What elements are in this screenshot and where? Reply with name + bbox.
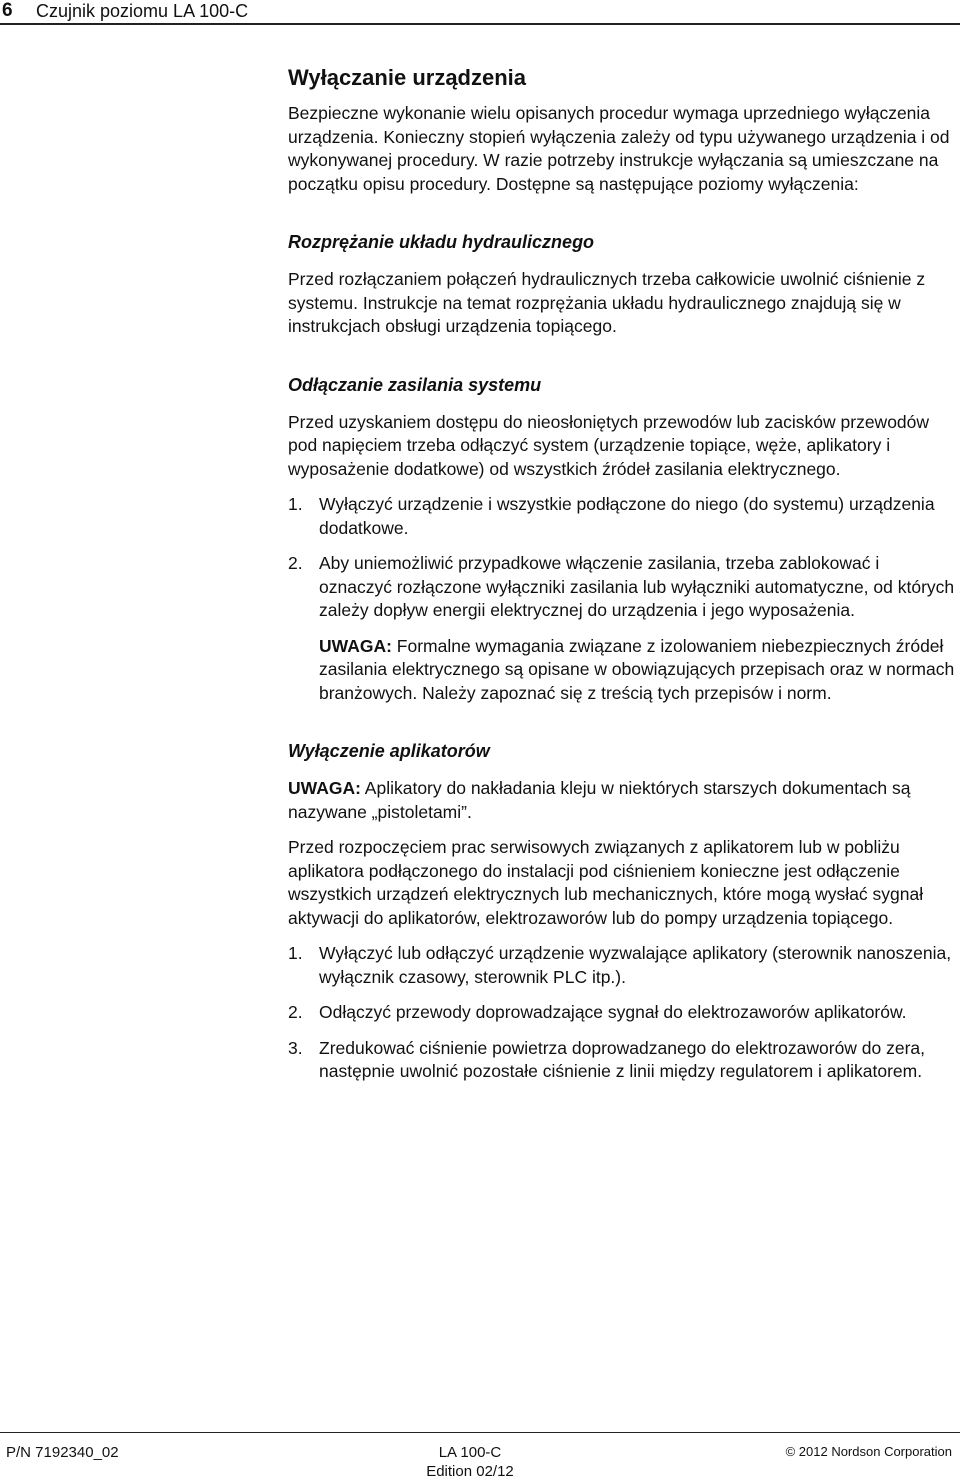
list-text: Wyłączyć lub odłączyć urządzenie wyzwalające aplikatory (sterownik nanoszenia, wyłącznik czasowy, sterownik PLC itp.).: [319, 943, 952, 987]
list-text: Wyłączyć urządzenie i wszystkie podłączone do niego (do systemu) urządzenia dodatkowe.: [319, 494, 935, 538]
power-heading: Odłączanie zasilania systemu: [288, 374, 542, 395]
footer-rule: [0, 1432, 960, 1433]
header-rule: [0, 23, 960, 25]
note-label: UWAGA:: [288, 778, 361, 798]
note-label: UWAGA:: [319, 635, 392, 656]
main-content: [288, 64, 956, 1096]
list-text: Aby uniemożliwić przypadkowe włączenie zasilania, trzeba zablokować i oznaczyć rozłączone wyłączniki zasilania lub wyłączniki automatyczne, od których zależy dopływ energii elektrycznej do urządzenia i jego wyposażenia.: [319, 553, 955, 620]
note-text: Aplikatory do nakładania kleju w niektórych starszych dokumentach są nazywane „pistoletami”.: [288, 778, 911, 822]
running-title: Czujnik poziomu LA 100-C: [36, 1, 249, 21]
list-item: [288, 493, 956, 540]
list-text: Odłączyć przewody doprowadzające sygnał do elektrozaworów aplikatorów.: [319, 1002, 907, 1022]
list-text: Zredukować ciśnienie powietrza doprowadzanego do elektrozaworów do zera, następnie uwolnić pozostałe ciśnienie z linii między regulatorem i aplikatorem.: [319, 1037, 926, 1081]
part-number: P/N 7192340_02: [6, 1444, 119, 1461]
intro-paragraph: Bezpieczne wykonanie wielu opisanych procedur wymaga uprzedniego wyłączenia urządzenia. Konieczny stopień wyłączenia zależy od typu używanego urządzenia i od wykonywanej procedury. W razie potrzeby instrukcje wyłączania są umieszczane na początku opisu procedury. Dostępne są następujące poziomy wyłączenia:: [288, 103, 950, 194]
page-header: [0, 0, 960, 24]
list-number: 2.: [288, 553, 303, 573]
footer-model: LA 100-C: [438, 1444, 502, 1461]
power-steps-list: [288, 493, 956, 623]
hydraulic-heading: Rozprężanie układu hydraulicznego: [288, 232, 595, 252]
page-number: 6: [2, 0, 13, 21]
power-paragraph: Przed uzyskaniem dostępu do nieosłoniętych przewodów lub zacisków przewodów pod napięciem trzeba odłączyć system (urządzenie topiące, węże, aplikatory i wyposażenie dodatkowe) od wszystkich źródeł zasilania elektrycznego.: [288, 411, 930, 479]
list-item: [288, 942, 956, 989]
note-text: Formalne wymagania związane z izolowaniem niebezpiecznych źródeł zasilania elektrycznego są opisane w obowiązujących przepisach oraz w normach branżowych. Należy zapoznać się z treścią tych przepisów i norm.: [319, 635, 955, 703]
copyright: © 2012 Nordson Corporation: [785, 1444, 952, 1459]
applicators-heading: Wyłączenie aplikatorów: [288, 741, 490, 761]
section-title: Wyłączanie urządzenia: [288, 65, 527, 90]
list-item: [288, 1001, 956, 1025]
page-footer: [0, 1432, 960, 1480]
hydraulic-paragraph: Przed rozłączaniem połączeń hydraulicznych trzeba całkowicie uwolnić ciśnienie z systemu. Instrukcje na temat rozprężania układu hydraulicznego znajdują się w instrukcjach obsługi urządzenia topiącego.: [288, 269, 926, 336]
applicators-note: [288, 777, 956, 824]
list-number: 3.: [288, 1037, 303, 1058]
footer-edition: Edition 02/12: [426, 1463, 514, 1480]
list-number: 2.: [288, 1002, 303, 1022]
power-note: [319, 635, 956, 706]
applicators-paragraph: Przed rozpoczęciem prac serwisowych związanych z aplikatorem lub w pobliżu aplikatora podłączonego do instalacji pod ciśnieniem konieczne jest odłączenie wszystkich urządzeń elektrycznych lub mechanicznych, które mogą wysłać sygnał aktywacji do aplikatorów, elektrozaworów lub do pompy urządzenia topiącego.: [288, 837, 924, 928]
applicators-steps-list: [288, 942, 956, 1084]
list-item: [288, 1037, 956, 1084]
list-item: [288, 552, 956, 623]
list-number: 1.: [288, 943, 303, 963]
list-number: 1.: [288, 494, 303, 514]
